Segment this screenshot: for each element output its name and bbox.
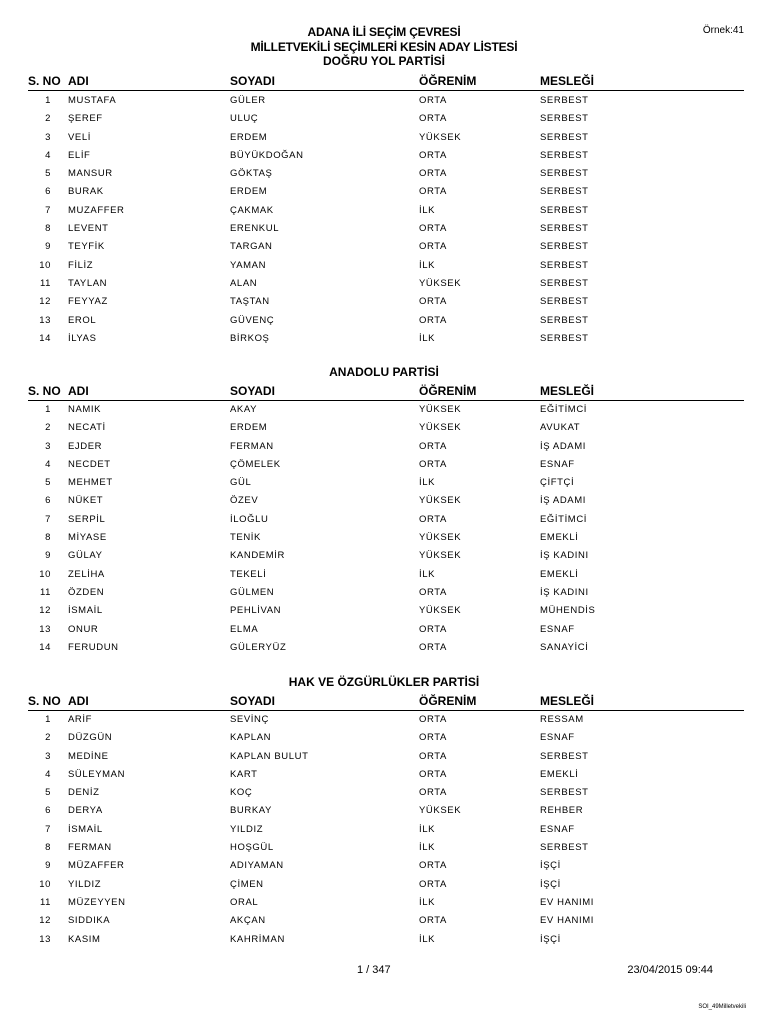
table-row: [0, 329, 768, 347]
cell-no: 5: [45, 168, 51, 180]
report-reference: SOI_49Milletvekili: [698, 1004, 746, 1010]
cell-surname: SEVİNÇ: [230, 714, 269, 725]
cell-profession: SERBEST: [540, 113, 589, 125]
cell-education: İLK: [419, 477, 436, 489]
party-title: DOĞRU YOL PARTİSİ: [322, 54, 445, 68]
cell-education: YÜKSEK: [419, 495, 462, 507]
cell-profession: EMEKLİ: [540, 768, 579, 780]
cell-name: NECDET: [68, 458, 111, 470]
col-header-name: ADI: [68, 74, 89, 88]
cell-education: YÜKSEK: [419, 805, 462, 817]
table-header: [0, 384, 768, 400]
cell-education: ORTA: [419, 113, 447, 125]
page-number: 1 / 347: [357, 964, 391, 976]
cell-surname: GÜLMEN: [230, 586, 275, 598]
cell-no: 11: [39, 277, 51, 289]
cell-no: 10: [39, 259, 51, 271]
cell-profession: İŞÇİ: [540, 878, 561, 890]
cell-education: ORTA: [419, 186, 447, 198]
cell-profession: İŞ ADAMI: [540, 440, 586, 452]
cell-profession: SERBEST: [540, 95, 589, 106]
cell-profession: SERBEST: [540, 314, 589, 326]
cell-no: 11: [39, 586, 51, 598]
cell-surname: ERENKUL: [230, 223, 280, 235]
cell-education: YÜKSEK: [419, 277, 462, 289]
table-row: [0, 638, 768, 656]
cell-no: 2: [45, 422, 51, 434]
cell-surname: PEHLİVAN: [230, 605, 282, 617]
cell-profession: SERBEST: [540, 149, 589, 161]
candidate-table: [0, 91, 768, 347]
cell-surname: ÇÖMELEK: [230, 458, 281, 470]
cell-name: LEVENT: [68, 223, 109, 235]
cell-education: ORTA: [419, 860, 447, 872]
cell-name: FERMAN: [68, 842, 112, 854]
cell-surname: GÜLER: [230, 95, 266, 106]
table-row: [0, 219, 768, 237]
cell-profession: SERBEST: [540, 241, 589, 253]
cell-no: 5: [45, 477, 51, 489]
cell-profession: REHBER: [540, 805, 584, 817]
cell-no: 3: [45, 440, 51, 452]
cell-education: YÜKSEK: [419, 131, 462, 143]
cell-no: 3: [45, 750, 51, 762]
cell-surname: TENİK: [230, 532, 261, 544]
cell-no: 8: [45, 223, 51, 235]
cell-surname: ORAL: [230, 896, 259, 908]
cell-education: ORTA: [419, 714, 447, 725]
col-header-surname: SOYADI: [230, 384, 275, 398]
cell-profession: AVUKAT: [540, 422, 581, 434]
cell-education: ORTA: [419, 878, 447, 890]
cell-education: YÜKSEK: [419, 550, 462, 562]
cell-surname: ÖZEV: [230, 495, 259, 507]
cell-surname: AKÇAN: [230, 915, 266, 927]
cell-no: 8: [45, 842, 51, 854]
cell-name: NECATİ: [68, 422, 106, 434]
cell-name: MÜZAFFER: [68, 860, 125, 872]
cell-profession: İŞÇİ: [540, 860, 561, 872]
table-row: [0, 765, 768, 783]
cell-no: 1: [45, 95, 51, 106]
cell-profession: ÇİFTÇİ: [540, 477, 575, 489]
cell-profession: SERBEST: [540, 131, 589, 143]
cell-profession: ESNAF: [540, 732, 575, 744]
cell-profession: EV HANIMI: [540, 896, 594, 908]
cell-name: DERYA: [68, 805, 103, 817]
cell-profession: MÜHENDİS: [540, 605, 596, 617]
document-title-province: ADANA İLİ SEÇİM ÇEVRESİ: [307, 25, 461, 39]
cell-name: VELİ: [68, 131, 91, 143]
cell-no: 4: [45, 768, 51, 780]
cell-education: ORTA: [419, 223, 447, 235]
cell-name: TEYFİK: [68, 241, 105, 253]
col-header-surname: SOYADI: [230, 694, 275, 708]
document-title-list: MİLLETVEKİLİ SEÇİMLERİ KESİN ADAY LİSTESİ: [250, 40, 518, 54]
cell-profession: SERBEST: [540, 332, 589, 344]
cell-profession: SERBEST: [540, 277, 589, 289]
cell-name: DENİZ: [68, 787, 100, 799]
cell-no: 10: [39, 878, 51, 890]
cell-name: MEDİNE: [68, 750, 109, 762]
cell-profession: İŞ KADINI: [540, 586, 589, 598]
cell-education: İLK: [419, 896, 436, 908]
cell-name: TAYLAN: [68, 277, 108, 289]
cell-name: FİLİZ: [68, 259, 94, 271]
cell-education: YÜKSEK: [419, 404, 462, 415]
cell-name: İSMAİL: [68, 605, 103, 617]
table-header: [0, 74, 768, 90]
table-header: [0, 694, 768, 710]
cell-profession: SERBEST: [540, 259, 589, 271]
cell-name: ZELİHA: [68, 568, 105, 580]
cell-no: 8: [45, 532, 51, 544]
cell-surname: KOÇ: [230, 787, 253, 799]
cell-no: 2: [45, 732, 51, 744]
col-header-no: S. NO: [28, 694, 61, 708]
cell-name: DÜZGÜN: [68, 732, 113, 744]
cell-education: ORTA: [419, 586, 447, 598]
cell-education: ORTA: [419, 732, 447, 744]
cell-education: YÜKSEK: [419, 605, 462, 617]
cell-education: ORTA: [419, 440, 447, 452]
cell-no: 3: [45, 131, 51, 143]
table-row: [0, 473, 768, 491]
cell-surname: BURKAY: [230, 805, 272, 817]
cell-profession: SERBEST: [540, 204, 589, 216]
table-row: [0, 274, 768, 292]
cell-education: ORTA: [419, 149, 447, 161]
cell-no: 12: [39, 915, 51, 927]
cell-surname: İLOĞLU: [230, 513, 269, 525]
table-row: [0, 838, 768, 856]
col-header-surname: SOYADI: [230, 74, 275, 88]
cell-name: İSMAİL: [68, 823, 103, 835]
cell-name: MİYASE: [68, 532, 107, 544]
table-row: [0, 875, 768, 893]
candidate-table: [0, 400, 768, 656]
cell-education: ORTA: [419, 314, 447, 326]
cell-surname: GÜL: [230, 477, 252, 489]
table-row: [0, 856, 768, 874]
cell-name: MANSUR: [68, 168, 113, 180]
cell-no: 4: [45, 458, 51, 470]
cell-surname: KANDEMİR: [230, 550, 285, 562]
cell-profession: SERBEST: [540, 168, 589, 180]
table-row: [0, 91, 768, 109]
cell-no: 14: [39, 332, 51, 344]
cell-name: ÖZDEN: [68, 586, 105, 598]
cell-surname: BÜYÜKDOĞAN: [230, 149, 304, 161]
cell-name: YILDIZ: [68, 878, 102, 890]
cell-no: 12: [39, 605, 51, 617]
col-header-no: S. NO: [28, 384, 61, 398]
cell-surname: KAPLAN: [230, 732, 272, 744]
table-row: [0, 311, 768, 329]
table-row: [0, 400, 768, 418]
table-row: [0, 747, 768, 765]
table-row: [0, 565, 768, 583]
cell-education: İLK: [419, 332, 436, 344]
cell-name: ELİF: [68, 149, 91, 161]
cell-no: 14: [39, 641, 51, 653]
cell-name: MEHMET: [68, 477, 113, 489]
cell-surname: ÇİMEN: [230, 878, 264, 890]
table-row: [0, 510, 768, 528]
table-row: [0, 783, 768, 801]
cell-name: NAMIK: [68, 404, 102, 415]
cell-surname: TAŞTAN: [230, 296, 270, 308]
cell-education: ORTA: [419, 750, 447, 762]
cell-profession: SERBEST: [540, 750, 589, 762]
cell-surname: GÖKTAŞ: [230, 168, 273, 180]
cell-surname: HOŞGÜL: [230, 842, 274, 854]
cell-profession: ESNAF: [540, 823, 575, 835]
cell-profession: SERBEST: [540, 223, 589, 235]
cell-surname: ERDEM: [230, 186, 268, 198]
cell-profession: SANAYİCİ: [540, 641, 589, 653]
cell-name: FEYYAZ: [68, 296, 108, 308]
cell-profession: İŞÇİ: [540, 933, 561, 945]
cell-no: 7: [45, 204, 51, 216]
cell-surname: AKAY: [230, 404, 258, 415]
cell-no: 9: [45, 241, 51, 253]
cell-profession: EĞİTİMCİ: [540, 513, 588, 525]
col-header-name: ADI: [68, 694, 89, 708]
cell-surname: KART: [230, 768, 258, 780]
table-row: [0, 437, 768, 455]
cell-no: 13: [39, 933, 51, 945]
cell-profession: EĞİTİMCİ: [540, 404, 588, 415]
candidate-table: [0, 710, 768, 948]
cell-no: 9: [45, 860, 51, 872]
cell-profession: SERBEST: [540, 186, 589, 198]
cell-name: MÜZEYYEN: [68, 896, 126, 908]
col-header-no: S. NO: [28, 74, 61, 88]
cell-surname: ERDEM: [230, 131, 268, 143]
cell-no: 7: [45, 823, 51, 835]
cell-no: 4: [45, 149, 51, 161]
cell-no: 9: [45, 550, 51, 562]
cell-profession: ESNAF: [540, 623, 575, 635]
cell-no: 2: [45, 113, 51, 125]
cell-education: ORTA: [419, 915, 447, 927]
cell-profession: İŞ KADINI: [540, 550, 589, 562]
col-header-education: ÖĞRENİM: [419, 384, 477, 398]
cell-surname: FERMAN: [230, 440, 274, 452]
cell-education: ORTA: [419, 623, 447, 635]
cell-name: KASIM: [68, 933, 101, 945]
cell-no: 13: [39, 623, 51, 635]
table-row: [0, 418, 768, 436]
cell-profession: SERBEST: [540, 296, 589, 308]
cell-education: ORTA: [419, 168, 447, 180]
cell-name: ONUR: [68, 623, 99, 635]
cell-name: MUZAFFER: [68, 204, 125, 216]
cell-no: 1: [45, 404, 51, 415]
cell-profession: ESNAF: [540, 458, 575, 470]
cell-education: ORTA: [419, 241, 447, 253]
cell-surname: ERDEM: [230, 422, 268, 434]
cell-education: ORTA: [419, 95, 447, 106]
cell-surname: ELMA: [230, 623, 259, 635]
table-row: [0, 237, 768, 255]
cell-no: 12: [39, 296, 51, 308]
table-row: [0, 546, 768, 564]
cell-surname: GÜVENÇ: [230, 314, 275, 326]
cell-education: ORTA: [419, 458, 447, 470]
cell-education: YÜKSEK: [419, 422, 462, 434]
col-header-education: ÖĞRENİM: [419, 694, 477, 708]
cell-education: ORTA: [419, 787, 447, 799]
cell-no: 13: [39, 314, 51, 326]
table-row: [0, 893, 768, 911]
table-row: [0, 528, 768, 546]
cell-surname: ADIYAMAN: [230, 860, 284, 872]
cell-education: İLK: [419, 823, 436, 835]
table-row: [0, 930, 768, 948]
cell-surname: ÇAKMAK: [230, 204, 274, 216]
cell-name: ARİF: [68, 714, 93, 725]
cell-surname: BİRKOŞ: [230, 332, 270, 344]
cell-surname: KAPLAN BULUT: [230, 750, 309, 762]
print-timestamp: 23/04/2015 09:44: [627, 964, 713, 976]
cell-surname: GÜLERYÜZ: [230, 641, 287, 653]
table-row: [0, 146, 768, 164]
cell-education: ORTA: [419, 768, 447, 780]
cell-name: FERUDUN: [68, 641, 119, 653]
cell-profession: EMEKLİ: [540, 568, 579, 580]
cell-no: 6: [45, 186, 51, 198]
cell-name: SIDDIKA: [68, 915, 111, 927]
cell-profession: SERBEST: [540, 787, 589, 799]
table-row: [0, 128, 768, 146]
cell-surname: ULUÇ: [230, 113, 259, 125]
table-row: [0, 491, 768, 509]
table-row: [0, 256, 768, 274]
col-header-name: ADI: [68, 384, 89, 398]
cell-name: SÜLEYMAN: [68, 768, 126, 780]
table-row: [0, 728, 768, 746]
cell-education: ORTA: [419, 296, 447, 308]
table-row: [0, 911, 768, 929]
cell-name: İLYAS: [68, 332, 97, 344]
cell-no: 7: [45, 513, 51, 525]
cell-surname: YILDIZ: [230, 823, 264, 835]
table-row: [0, 164, 768, 182]
cell-profession: EV HANIMI: [540, 915, 594, 927]
cell-name: ŞEREF: [68, 113, 103, 125]
table-row: [0, 601, 768, 619]
col-header-education: ÖĞRENİM: [419, 74, 477, 88]
table-row: [0, 801, 768, 819]
cell-no: 1: [45, 714, 51, 725]
cell-education: İLK: [419, 568, 436, 580]
cell-no: 6: [45, 495, 51, 507]
table-row: [0, 455, 768, 473]
cell-no: 11: [39, 896, 51, 908]
cell-name: EROL: [68, 314, 97, 326]
table-row: [0, 201, 768, 219]
table-row: [0, 620, 768, 638]
cell-no: 10: [39, 568, 51, 580]
party-title: ANADOLU PARTİSİ: [329, 365, 439, 379]
sample-number: Örnek:41: [702, 25, 744, 36]
table-row: [0, 583, 768, 601]
party-title: HAK VE ÖZGÜRLÜKLER PARTİSİ: [288, 675, 480, 689]
cell-profession: İŞ ADAMI: [540, 495, 586, 507]
col-header-profession: MESLEĞİ: [540, 384, 595, 398]
table-row: [0, 292, 768, 310]
cell-name: SERPİL: [68, 513, 106, 525]
cell-education: İLK: [419, 204, 436, 216]
cell-surname: YAMAN: [230, 259, 267, 271]
cell-education: ORTA: [419, 513, 447, 525]
cell-name: EJDER: [68, 440, 103, 452]
cell-name: NÜKET: [68, 495, 104, 507]
cell-surname: KAHRİMAN: [230, 933, 285, 945]
cell-surname: TEKELİ: [230, 568, 267, 580]
col-header-profession: MESLEĞİ: [540, 694, 595, 708]
cell-education: İLK: [419, 842, 436, 854]
cell-no: 5: [45, 787, 51, 799]
table-row: [0, 820, 768, 838]
cell-name: BURAK: [68, 186, 104, 198]
cell-name: MUSTAFA: [68, 95, 117, 106]
cell-education: İLK: [419, 259, 436, 271]
cell-surname: ALAN: [230, 277, 258, 289]
cell-no: 6: [45, 805, 51, 817]
table-row: [0, 710, 768, 728]
cell-profession: RESSAM: [540, 714, 584, 725]
col-header-profession: MESLEĞİ: [540, 74, 595, 88]
cell-education: ORTA: [419, 641, 447, 653]
cell-name: GÜLAY: [68, 550, 103, 562]
cell-profession: SERBEST: [540, 842, 589, 854]
cell-profession: EMEKLİ: [540, 532, 579, 544]
table-row: [0, 182, 768, 200]
cell-surname: TARGAN: [230, 241, 273, 253]
cell-education: YÜKSEK: [419, 532, 462, 544]
table-row: [0, 109, 768, 127]
cell-education: İLK: [419, 933, 436, 945]
